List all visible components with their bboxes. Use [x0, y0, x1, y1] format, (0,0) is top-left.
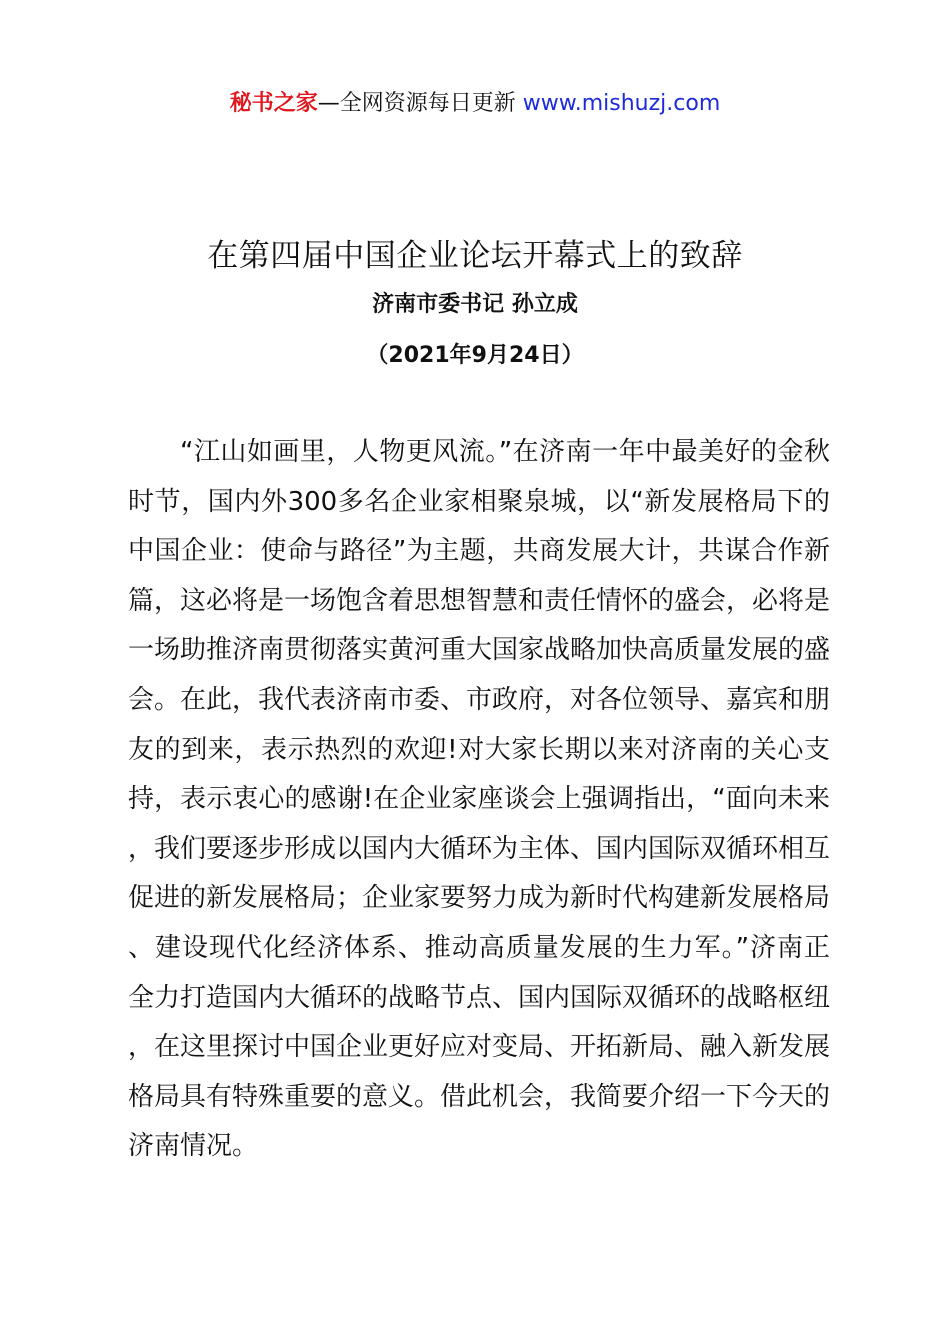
site-tagline: —全网资源每日更新 [317, 91, 516, 116]
document-author: 济南市委书记 孙立成 [372, 292, 578, 317]
site-brand: 秘书之家 [229, 91, 318, 116]
document-title: 在第四届中国企业论坛开幕式上的致辞 [207, 238, 743, 274]
document-date: （2021年9月24日） [366, 343, 584, 368]
body-paragraph: “江山如画里，人物更风流。”在济南一年中最美好的金秋时节，国内外300多名企业家相聚泉城，以“新发展格局下的中国企业：使命与路径”为主题，共商发展大计，共谋合作新篇，这必将是一场饱含着思想智慧和责任情怀的盛会，必将是一场助推济南贯彻落实黄河重大国家战略加快高质量发展的盛会。在此，我代表济南市委、市政府，对各位领导、嘉宾和朋友的到来，表示热烈的欢迎!对大家长期以来对济南的关心支持，表示衷心的感谢!在企业家座谈会上强调指出，“面向未来，我们要逐步形成以国内大循环为主体、国内国际双循环相互促进的新发展格局；企业家要努力成为新时代构建新发展格局、建设现代化经济体系、推动高质量发展的生力军。”济南正全力打造国内大循环的战略节点、国内国际双循环的战略枢纽，在这里探讨中国企业更好应对变局、开拓新局、融入新发展格局具有特殊重要的意义。借此机会，我简要介绍一下今天的济南情况。 [128, 437, 831, 1162]
site-header [0, 86, 950, 122]
site-url-link[interactable]: www.mishuzj.com [522, 91, 721, 116]
